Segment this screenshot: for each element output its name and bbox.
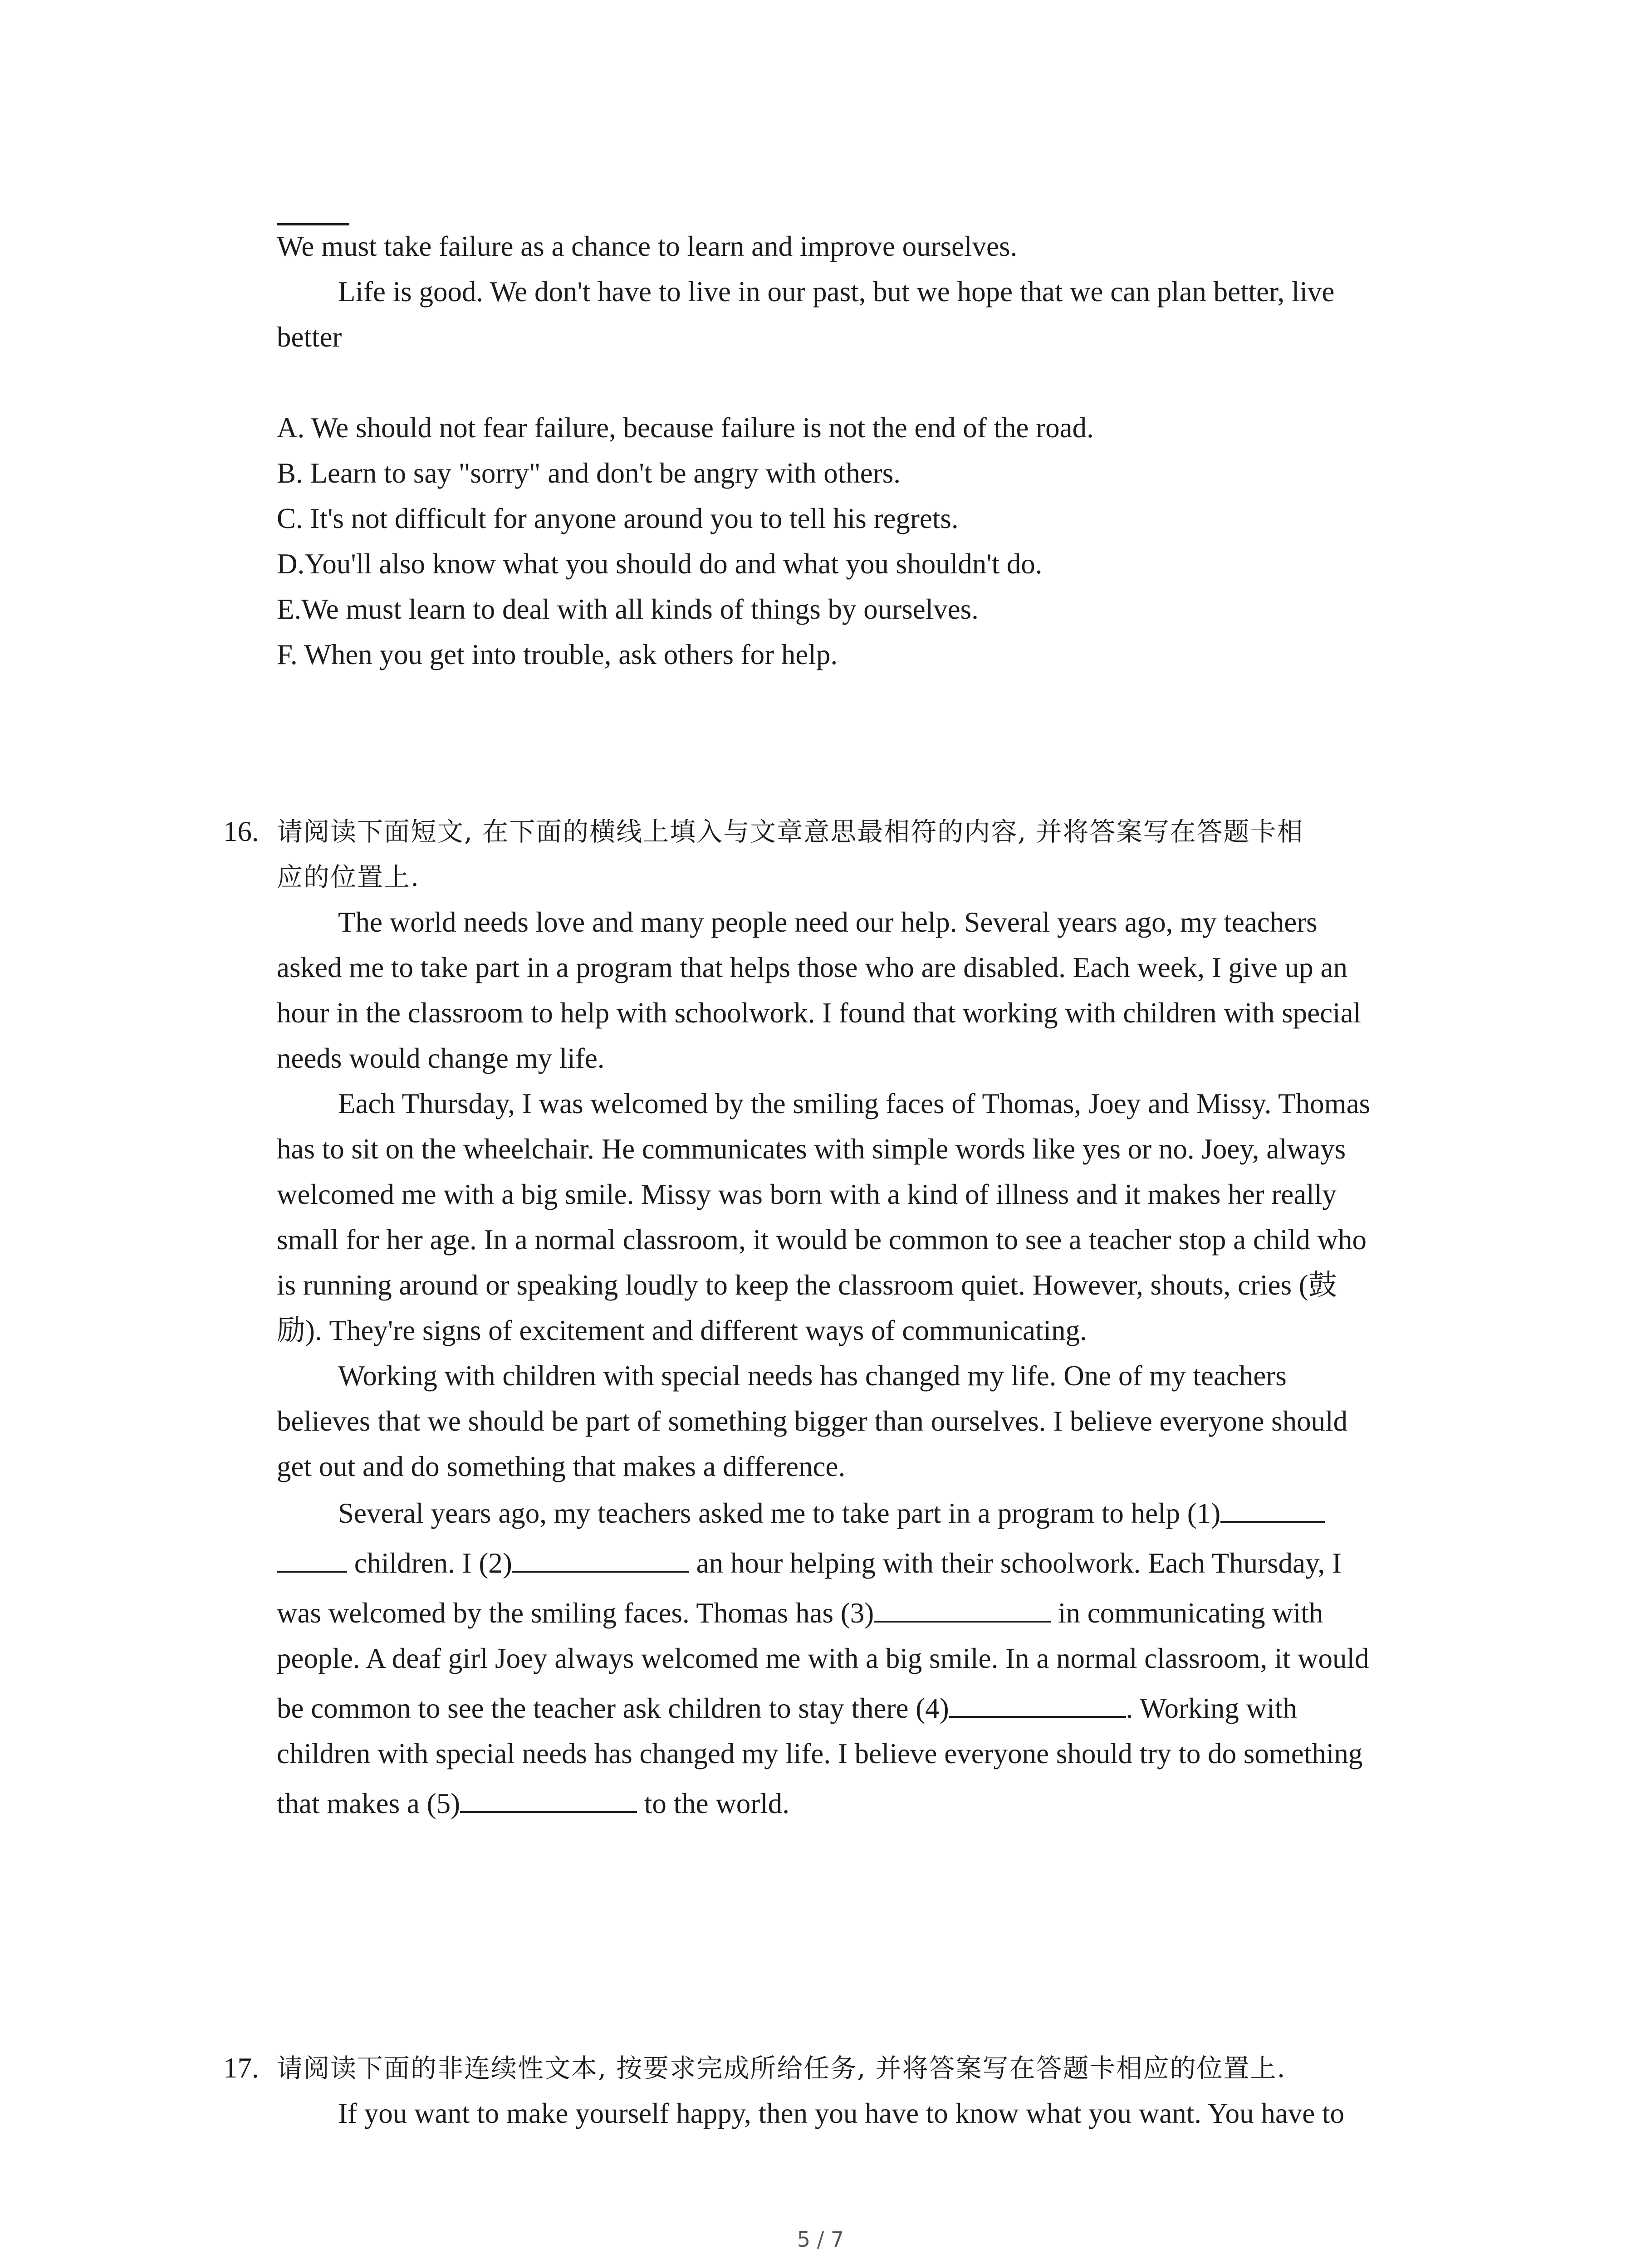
paragraph-line: Life is good. We don't have to live in our past, but we hope that we can plan better, live <box>338 276 1335 308</box>
question-instruction: 请阅读下面短文, 在下面的横线上填入与文章意思最相符的内容, 并将答案写在答题卡相 <box>277 817 1304 847</box>
summary-line <box>277 1549 1342 1578</box>
paragraph-line: has to sit on the wheelchair. He communicates with simple words like yes or no. Joey, always <box>277 1133 1346 1165</box>
summary-text: in communicating with <box>1051 1597 1323 1629</box>
summary-text: be common to see the teacher ask children to stay there (4) <box>277 1692 949 1724</box>
answer-blank-1-continued[interactable] <box>277 1570 347 1573</box>
paragraph-line: get out and do something that makes a difference. <box>277 1451 846 1482</box>
answer-blank-5[interactable] <box>460 1811 637 1813</box>
summary-line <box>277 1694 1297 1723</box>
option-b: B. Learn to say "sorry" and don't be angry with others. <box>277 457 901 489</box>
option-f: F. When you get into trouble, ask others for help. <box>277 639 838 670</box>
question-number: 17. <box>223 2052 259 2084</box>
summary-line: children with special needs has changed my life. I believe everyone should try to do something <box>277 1738 1363 1769</box>
option-a: A. We should not fear failure, because failure is not the end of the road. <box>277 412 1094 444</box>
summary-text: to the world. <box>637 1788 790 1819</box>
summary-text: . Working with <box>1126 1692 1297 1724</box>
summary-line: people. A deaf girl Joey always welcomed me with a big smile. In a normal classroom, it would <box>277 1642 1369 1674</box>
question-instruction: 请阅读下面的非连续性文本, 按要求完成所给任务, 并将答案写在答题卡相应的位置上. <box>277 2053 1286 2083</box>
paragraph-line: Working with children with special needs has changed my life. One of my teachers <box>338 1360 1287 1392</box>
option-d: D.You'll also know what you should do and what you shouldn't do. <box>277 548 1043 580</box>
paragraph-line: 励). They're signs of excitement and different ways of communicating. <box>277 1315 1087 1346</box>
paragraph-line: We must take failure as a chance to learn and improve ourselves. <box>277 230 1018 262</box>
answer-blank-3[interactable] <box>874 1620 1051 1623</box>
summary-text: an hour helping with their schoolwork. Each Thursday, I <box>689 1547 1342 1579</box>
summary-text: children. I (2) <box>347 1547 512 1579</box>
summary-text: was welcomed by the smiling faces. Thomas has (3) <box>277 1597 874 1629</box>
answer-blank-1[interactable] <box>1220 1520 1325 1523</box>
summary-text: that makes a (5) <box>277 1788 460 1819</box>
paragraph-line: small for her age. In a normal classroom, it would be common to see a teacher stop a child who <box>277 1224 1367 1256</box>
answer-blank <box>277 223 349 225</box>
paragraph-line: better <box>277 321 342 353</box>
paragraph-line: If you want to make yourself happy, then you have to know what you want. You have to <box>338 2097 1345 2129</box>
paragraph-line: Each Thursday, I was welcomed by the smiling faces of Thomas, Joey and Missy. Thomas <box>338 1088 1371 1119</box>
paragraph-line: believes that we should be part of something bigger than ourselves. I believe everyone should <box>277 1405 1348 1437</box>
paragraph-line: welcomed me with a big smile. Missy was born with a kind of illness and it makes her really <box>277 1178 1337 1210</box>
paragraph-line: is running around or speaking loudly to keep the classroom quiet. However, shouts, cries (鼓 <box>277 1269 1337 1301</box>
paragraph-line: hour in the classroom to help with schoolwork. I found that working with children with special <box>277 997 1362 1029</box>
paragraph-line: asked me to take part in a program that helps those who are disabled. Each week, I give up an <box>277 952 1347 983</box>
answer-blank-4[interactable] <box>949 1716 1126 1718</box>
option-e: E.We must learn to deal with all kinds of things by ourselves. <box>277 593 979 625</box>
summary-line <box>338 1499 1325 1528</box>
paragraph-line: needs would change my life. <box>277 1042 605 1074</box>
answer-blank-2[interactable] <box>512 1570 689 1573</box>
question-number: 16. <box>223 816 259 847</box>
summary-line <box>277 1599 1323 1628</box>
summary-line <box>277 1789 789 1818</box>
option-c: C. It's not difficult for anyone around you to tell his regrets. <box>277 503 959 534</box>
summary-text: Several years ago, my teachers asked me to take part in a program to help (1) <box>338 1497 1221 1529</box>
paragraph-line: The world needs love and many people need our help. Several years ago, my teachers <box>338 906 1318 938</box>
page-number: 5 / 7 <box>797 2227 844 2252</box>
question-instruction: 应的位置上. <box>277 862 420 892</box>
